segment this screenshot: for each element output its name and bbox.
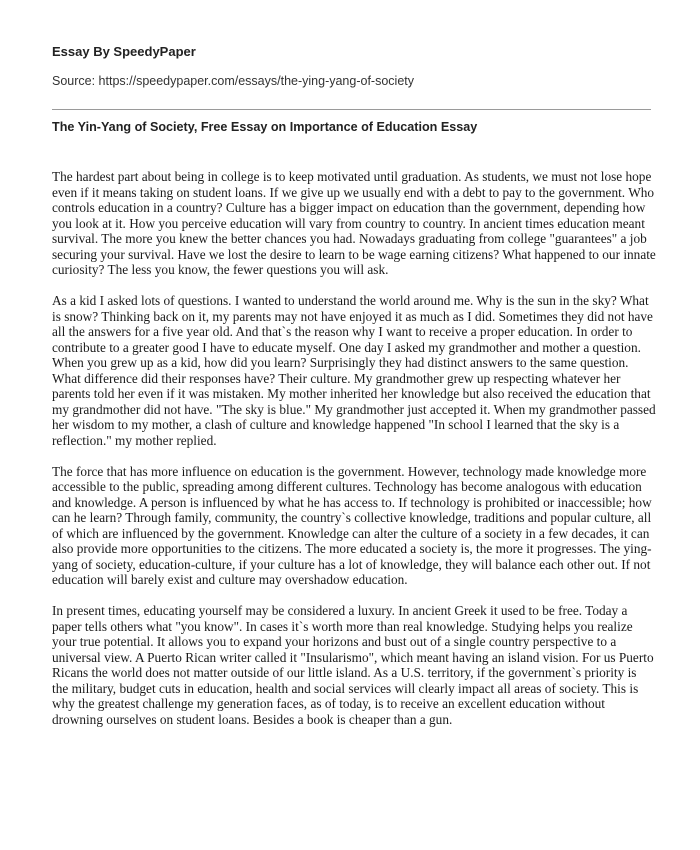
source-line: Source: https://speedypaper.com/essays/the-ying-yang-of-society: [52, 74, 414, 88]
essay-body: [52, 169, 656, 743]
essay-paragraph: The force that has more influence on education is the government. However, technology made knowledge more accessible to the public, spreading among different cultures. Technology has become analogous with education and knowledge. A person is influenced by what he has access to. If technology is prohibited or inaccessible; how can he learn? Through family, community, the country`s collective knowledge, traditions and popular culture, all of which are influenced by the government. Knowledge can alter the culture of a society in a few decades, it can also provide more opportunities to the citizens. The more educated a society is, the more it progresses. The ying-yang of society, education-culture, if your culture has a lot of knowledge, they will balance each other out. If not education will barely exist and culture may overshadow education.: [52, 463, 652, 587]
essay-paragraph: As a kid I asked lots of questions. I wanted to understand the world around me. Why is the sun in the sky? What is snow? Thinking back on it, my parents may not have enjoyed it as much as I did. Sometimes they did not have all the answers for a five year old. And that`s the reason why I want to receive a proper education. In order to contribute to a greater good I have to educate myself. One day I asked my grandmother and mother a question. When you grew up as a kid, how did you learn? Surprisingly they had distinct answers to the same question. What difference did their responses have? Their culture. My grandmother grew up respecting whatever her parents told her even if it was mistaken. My mother inherited her knowledge but also received the education that my grandmother did not have. "The sky is blue." My grandmother just accepted it. When my grandmother passed her wisdom to my mother, a clash of culture and knowledge happened "In school I learned that the sky is a reflection." my mother replied.: [52, 293, 656, 448]
essay-title: The Yin-Yang of Society, Free Essay on Importance of Education Essay: [52, 120, 478, 134]
essay-paragraph: The hardest part about being in college is to keep motivated until graduation. As students, we must not lose hope even if it means taking on student loans. If we give up we usually end with a debt to pay to the government. Who controls education in a country? Culture has a bigger impact on education than the government, depending how you look at it. How you perceive education will vary from country to country. In ancient times education meant survival. The more you knew the better chances you had. Nowadays graduating from college "guarantees" a job securing your survival. Have we lost the desire to learn to be wage earning citizens? What happened to our innate curiosity? The less you know, the fewer questions you will ask.: [52, 169, 656, 277]
header-divider: [52, 109, 651, 110]
document-brand: Essay By SpeedyPaper: [52, 44, 196, 59]
essay-paragraph: In present times, educating yourself may be considered a luxury. In ancient Greek it used to be free. Today a paper tells others what "you know". In cases it`s worth more than real knowledge. Studying helps you realize your true potential. It allows you to expand your horizons and bust out of a single country perspective to a universal view. A Puerto Rican writer called it "Insularismo", which meant having an island vision. For us Puerto Ricans the world does not matter outside of our little island. As a U.S. territory, if the government`s priority is the military, budget cuts in education, health and social services will clearly impact all areas of society. This is why the greatest challenge my generation faces, as of today, is to receive an excellent education without drowning ourselves on student loans. Besides a book is cheaper than a gun.: [52, 603, 654, 727]
